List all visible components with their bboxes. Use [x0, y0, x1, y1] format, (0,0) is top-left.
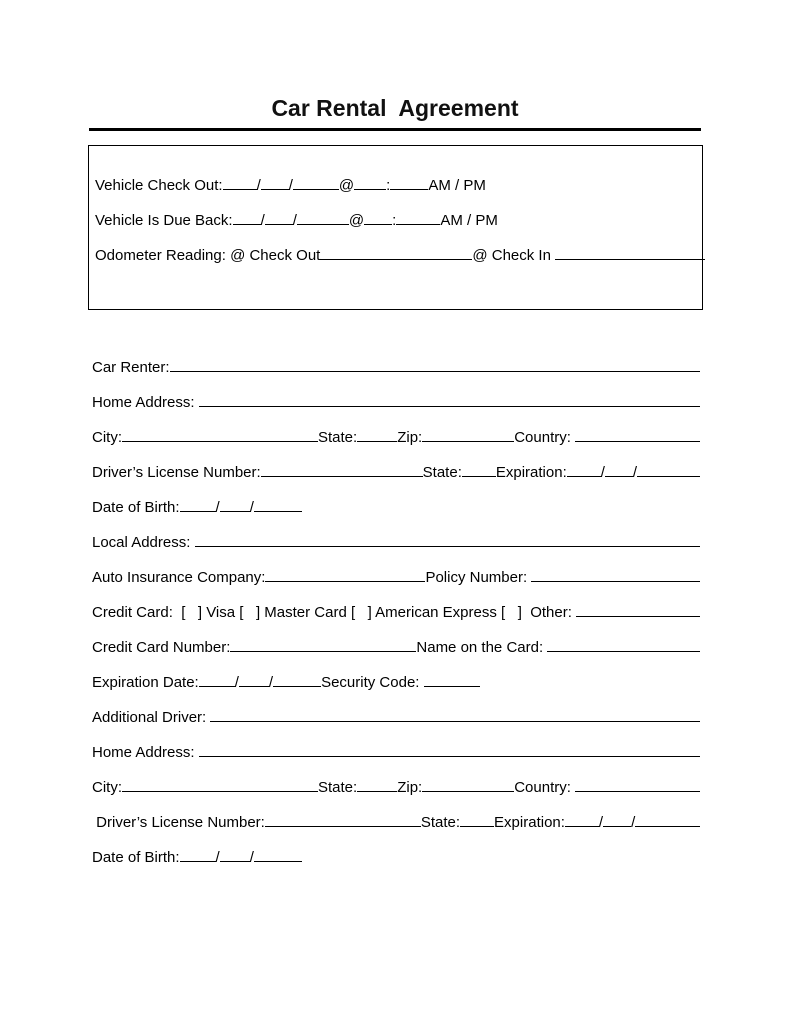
fill-in-blank	[320, 246, 472, 260]
fill-in-blank	[273, 673, 321, 687]
additional-driver-line	[92, 708, 700, 727]
field-label: /	[256, 177, 261, 194]
fill-in-blank	[357, 778, 397, 792]
field-label: Date of Birth:	[92, 849, 180, 866]
expiration-security-code-line	[92, 673, 700, 692]
fill-in-blank	[390, 176, 428, 190]
field-label: /	[600, 464, 605, 481]
fill-in-blank	[297, 211, 349, 225]
fill-in-blank	[199, 393, 700, 407]
field-label: /	[292, 212, 297, 229]
field-label: AM / PM	[428, 177, 486, 194]
car-renter-line	[92, 358, 700, 377]
field-label: /	[234, 674, 239, 691]
drivers-license-line-2	[92, 813, 700, 832]
field-label: State:	[420, 814, 461, 831]
fill-in-blank	[422, 428, 514, 442]
fill-in-blank	[220, 498, 250, 512]
field-label: Driver’s License Number:	[92, 814, 265, 831]
fill-in-blank	[462, 463, 496, 477]
fill-in-blank	[180, 848, 216, 862]
home-address-line-2	[92, 743, 700, 762]
field-label: Vehicle Is Due Back:	[95, 212, 233, 229]
field-label: @ Check In	[472, 247, 556, 264]
fill-in-blank	[422, 778, 514, 792]
date-of-birth-line-1	[92, 498, 700, 517]
credit-card-type-line	[92, 603, 700, 622]
fill-in-blank	[424, 673, 480, 687]
field-label: /	[249, 849, 254, 866]
home-address-line-1	[92, 393, 700, 412]
fill-in-blank	[460, 813, 494, 827]
vehicle-checkout-box	[88, 145, 703, 310]
field-label: Name on the Card:	[416, 639, 548, 656]
fill-in-blank	[265, 813, 421, 827]
field-label: Credit Card: [ ] Visa [ ] Master Card [ ] American Express [ ] Other:	[92, 604, 577, 621]
field-label: Date of Birth:	[92, 499, 180, 516]
field-label: Country:	[514, 429, 576, 446]
field-label: Country:	[514, 779, 576, 796]
fill-in-blank	[122, 778, 318, 792]
field-label: Vehicle Check Out:	[95, 177, 223, 194]
date-of-birth-line-2	[92, 848, 700, 867]
field-label: Zip:	[397, 429, 423, 446]
fill-in-blank	[354, 176, 386, 190]
field-label: Zip:	[397, 779, 423, 796]
fill-in-blank	[531, 568, 700, 582]
field-label: /	[260, 212, 265, 229]
fill-in-blank	[239, 673, 269, 687]
page-title: Car Rental Agreement	[271, 95, 519, 121]
field-label: Expiration Date:	[92, 674, 199, 691]
fill-in-blank	[635, 813, 700, 827]
title-underline-rule	[89, 128, 701, 131]
fill-in-blank	[170, 358, 700, 372]
fill-in-blank	[357, 428, 397, 442]
fill-in-blank	[233, 211, 261, 225]
field-label: Home Address:	[92, 394, 199, 411]
field-label: :	[392, 212, 397, 229]
vehicle-due-back-line	[95, 211, 694, 230]
field-label: AM / PM	[440, 212, 498, 229]
fill-in-blank	[575, 428, 700, 442]
field-label: Expiration:	[495, 464, 567, 481]
fill-in-blank	[230, 638, 416, 652]
fill-in-blank	[261, 176, 289, 190]
field-label: Local Address:	[92, 534, 195, 551]
fill-in-blank	[223, 176, 257, 190]
drivers-license-line-1	[92, 463, 700, 482]
odometer-reading-line	[95, 246, 694, 265]
field-label: Car Renter:	[92, 359, 170, 376]
field-label: /	[268, 674, 274, 691]
field-label: State:	[318, 429, 358, 446]
fill-in-blank	[122, 428, 318, 442]
field-label: Credit Card Number:	[92, 639, 231, 656]
fill-in-blank	[195, 533, 700, 547]
fill-in-blank	[199, 743, 700, 757]
fill-in-blank	[199, 673, 235, 687]
field-label: Home Address:	[92, 744, 199, 761]
fill-in-blank	[603, 813, 631, 827]
fill-in-blank	[220, 848, 250, 862]
fill-in-blank	[637, 463, 700, 477]
field-label: @	[348, 212, 365, 229]
fill-in-blank	[210, 708, 700, 722]
fill-in-blank	[254, 848, 302, 862]
fill-in-blank	[555, 246, 705, 260]
vehicle-check-out-line	[95, 176, 694, 195]
field-label: Expiration:	[494, 814, 565, 831]
field-label: /	[598, 814, 604, 831]
fill-in-blank	[547, 638, 700, 652]
fill-in-blank	[265, 211, 293, 225]
local-address-line	[92, 533, 700, 552]
fill-in-blank	[576, 603, 700, 617]
fill-in-blank	[265, 568, 425, 582]
credit-card-number-line	[92, 638, 700, 657]
fill-in-blank	[605, 463, 633, 477]
fill-in-blank	[565, 813, 599, 827]
field-label: /	[215, 849, 220, 866]
field-label: City:	[92, 429, 122, 446]
field-label: Odometer Reading: @ Check Out	[95, 247, 321, 264]
fill-in-blank	[261, 463, 423, 477]
field-label: Policy Number:	[425, 569, 532, 586]
city-state-zip-country-line-2	[92, 778, 700, 797]
renter-info-form	[92, 358, 700, 867]
field-label: Security Code:	[321, 674, 424, 691]
fill-in-blank	[293, 176, 339, 190]
field-label: Driver’s License Number:	[92, 464, 261, 481]
field-label: Auto Insurance Company:	[92, 569, 266, 586]
fill-in-blank	[364, 211, 392, 225]
auto-insurance-policy-line	[92, 568, 700, 587]
fill-in-blank	[180, 498, 216, 512]
field-label: :	[386, 177, 391, 194]
field-label: /	[249, 499, 254, 516]
field-label: @	[338, 177, 355, 194]
fill-in-blank	[575, 778, 700, 792]
field-label: City:	[92, 779, 122, 796]
field-label: Additional Driver:	[92, 709, 211, 726]
fill-in-blank	[396, 211, 440, 225]
fill-in-blank	[254, 498, 302, 512]
field-label: /	[632, 464, 638, 481]
field-label: /	[215, 499, 220, 516]
field-label: State:	[318, 779, 358, 796]
city-state-zip-country-line-1	[92, 428, 700, 447]
field-label: /	[288, 177, 293, 194]
field-label: State:	[422, 464, 462, 481]
fill-in-blank	[567, 463, 601, 477]
field-label: /	[631, 814, 636, 831]
